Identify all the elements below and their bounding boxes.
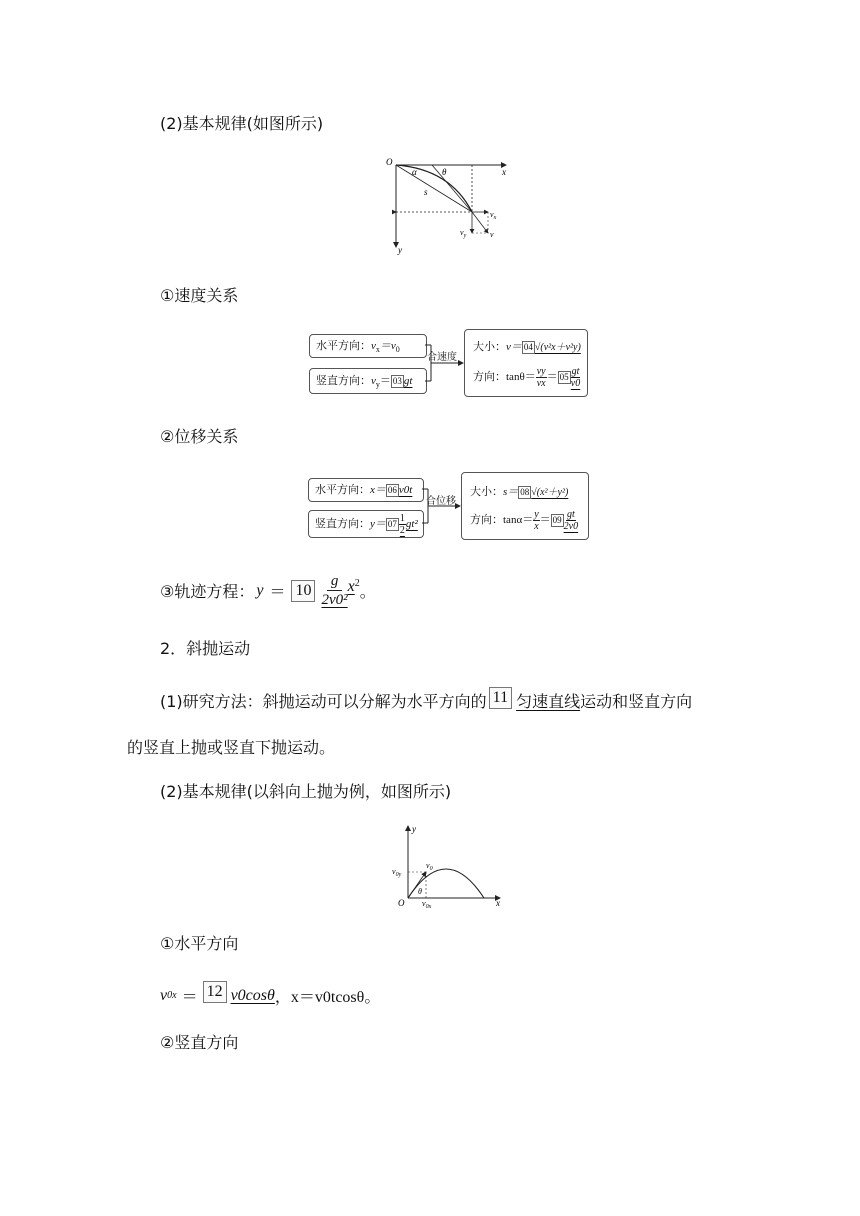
alpha-label: α: [412, 167, 417, 177]
v-label: v: [490, 230, 494, 239]
projectile-diagram: [380, 155, 520, 255]
research-method-line2: 的竖直上抛或竖直下抛运动。: [127, 738, 336, 757]
velocity-direction: 方向：tanθ＝ $\frac{vy}{vx}$ ＝ 05 $\frac{gt}{v0}$: [473, 366, 581, 389]
origin-label-2: O: [398, 898, 405, 908]
velocity-horizontal-box: 水平方向：$v_x=v_0$: [309, 334, 427, 358]
v0y-label: $v_{0y}$: [392, 867, 402, 878]
vertical-direction-title: ②竖直方向: [160, 1033, 239, 1052]
trajectory-numerator: g: [327, 572, 343, 591]
v0-label: $v_0$: [426, 861, 433, 872]
s-label: s: [424, 187, 428, 197]
oblique-law-heading: (2)基本规律(以斜向上抛为例，如图所示): [160, 782, 452, 801]
answer-v0cos: v0cosθ: [230, 986, 275, 1004]
x-axis-label-2: x: [496, 898, 500, 908]
oblique-projectile-heading: 2．斜抛运动: [160, 639, 251, 658]
displacement-bracket-arrow: [422, 472, 462, 542]
theta-label-2: θ: [418, 887, 422, 896]
vx-label: $v_x$: [490, 210, 497, 221]
y-axis-label: y: [398, 245, 402, 255]
horizontal-equation: v 0x ＝ 12 v0cosθ ，x＝v0tcosθ。: [160, 982, 381, 1006]
section-heading-basic-law: (2)基本规律(如图所示): [160, 114, 324, 133]
velocity-bracket-arrow: [425, 329, 465, 399]
trajectory-denominator: 2v0²: [321, 592, 348, 608]
y-axis-label-2: y: [412, 824, 416, 834]
v0x-label: $v_{0x}$: [422, 899, 432, 908]
displacement-vertical-box: 竖直方向：y＝ 07 $\frac{1}{2}$ gt²: [308, 510, 424, 538]
velocity-result-box: [464, 329, 588, 397]
composite-displacement-label: 合位移: [426, 496, 456, 507]
answer-box-12: 12: [203, 981, 227, 1003]
velocity-relation-title: ①速度关系: [160, 286, 239, 305]
composite-velocity-label: 合速度: [427, 352, 457, 363]
vy-label: $v_y$: [460, 228, 467, 239]
displacement-magnitude: 大小：s＝ 08 √(x²＋y²): [470, 486, 569, 498]
research-method-line1: (1)研究方法：斜抛运动可以分解为水平方向的 11 匀速直线 运动和竖直方向: [160, 688, 693, 711]
trajectory-equation: ③轨迹方程： y ＝ 10 $\frac{g}{\text{2v0²}}$ x 2 。: [160, 573, 376, 608]
displacement-horizontal-box: 水平方向：x＝ 06 v0t: [308, 478, 424, 502]
velocity-flow-diagram: [309, 329, 589, 399]
x-axis-label: x: [502, 167, 506, 177]
origin-label: O: [386, 157, 393, 167]
answer-uniform-linear: 匀速直线: [516, 692, 581, 711]
oblique-projectile-diagram: [388, 822, 508, 908]
answer-box-11: 11: [489, 687, 512, 709]
displacement-result-box: [461, 472, 589, 540]
displacement-flow-diagram: [308, 472, 590, 542]
answer-box-10: 10: [291, 580, 315, 602]
velocity-vertical-box: 竖直方向：$v_y= 03$ gt: [309, 368, 427, 394]
displacement-relation-title: ②位移关系: [160, 427, 239, 446]
velocity-magnitude: 大小：v＝ 04 √(v²x＋v²y): [473, 341, 581, 353]
horizontal-direction-title: ①水平方向: [160, 934, 239, 953]
theta-label: θ: [442, 167, 447, 177]
displacement-direction: 方向：tanα＝ $\frac{y}{x}$ ＝ 09 $\frac{gt}{2v0}$: [470, 509, 579, 532]
